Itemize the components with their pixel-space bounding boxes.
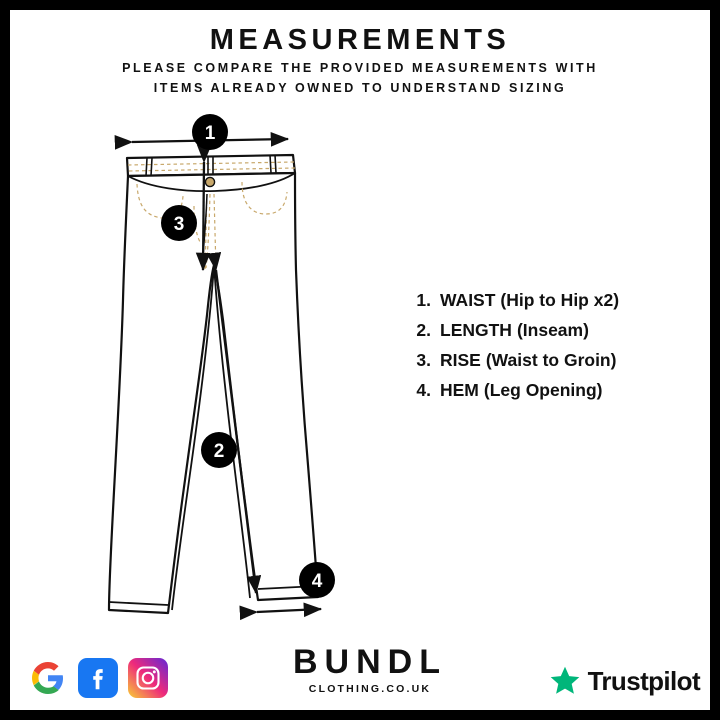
legend-term: WAIST xyxy=(440,290,496,310)
google-icon[interactable] xyxy=(28,658,68,698)
marker-4 xyxy=(299,562,335,598)
legend-number: 1. xyxy=(416,290,431,310)
hem-arrow xyxy=(257,609,321,612)
legend-term: RISE xyxy=(440,350,481,370)
marker-3 xyxy=(161,205,197,241)
rise-arrow xyxy=(203,162,204,270)
social-links xyxy=(28,658,168,698)
svg-text:4: 4 xyxy=(311,571,323,592)
legend-item-rise xyxy=(405,350,695,371)
trustpilot-badge[interactable] xyxy=(549,665,700,697)
trustpilot-star-icon xyxy=(549,665,581,697)
legend-number: 3. xyxy=(416,350,431,370)
page-subtitle xyxy=(50,58,670,98)
jeans-outline xyxy=(109,155,318,613)
marker-1 xyxy=(192,114,228,150)
brand-logo xyxy=(255,645,485,695)
legend-item-length xyxy=(405,320,695,341)
svg-text:3: 3 xyxy=(173,214,185,235)
instagram-icon[interactable] xyxy=(128,658,168,698)
button-detail xyxy=(205,177,214,186)
page-title: MEASUREMENTS xyxy=(209,24,511,56)
legend-term: HEM xyxy=(440,380,479,400)
measurement-legend xyxy=(405,290,695,410)
svg-text:2: 2 xyxy=(213,441,225,462)
svg-text:1: 1 xyxy=(204,123,216,144)
jeans-diagram xyxy=(90,110,410,640)
brand-website: CLOTHING.CO.UK xyxy=(308,683,432,695)
legend-item-hem xyxy=(405,380,695,401)
measurement-card xyxy=(10,10,710,710)
marker-2 xyxy=(201,432,237,468)
legend-number: 4. xyxy=(416,380,431,400)
subtitle-line-2: ITEMS ALREADY OWNED TO UNDERSTAND SIZING xyxy=(153,81,567,95)
trustpilot-label: Trustpilot xyxy=(587,665,700,696)
legend-term: LENGTH xyxy=(440,320,512,340)
legend-description: (Waist to Groin) xyxy=(485,350,617,370)
brand-name: BUNDL xyxy=(293,643,447,681)
facebook-icon[interactable] xyxy=(78,658,118,698)
subtitle-line-1: PLEASE COMPARE THE PROVIDED MEASUREMENTS WITH xyxy=(122,61,598,75)
legend-description: (Hip to Hip x2) xyxy=(500,290,620,310)
legend-description: (Leg Opening) xyxy=(483,380,603,400)
legend-item-waist xyxy=(405,290,695,311)
legend-number: 2. xyxy=(416,320,431,340)
legend-description: (Inseam) xyxy=(516,320,589,340)
